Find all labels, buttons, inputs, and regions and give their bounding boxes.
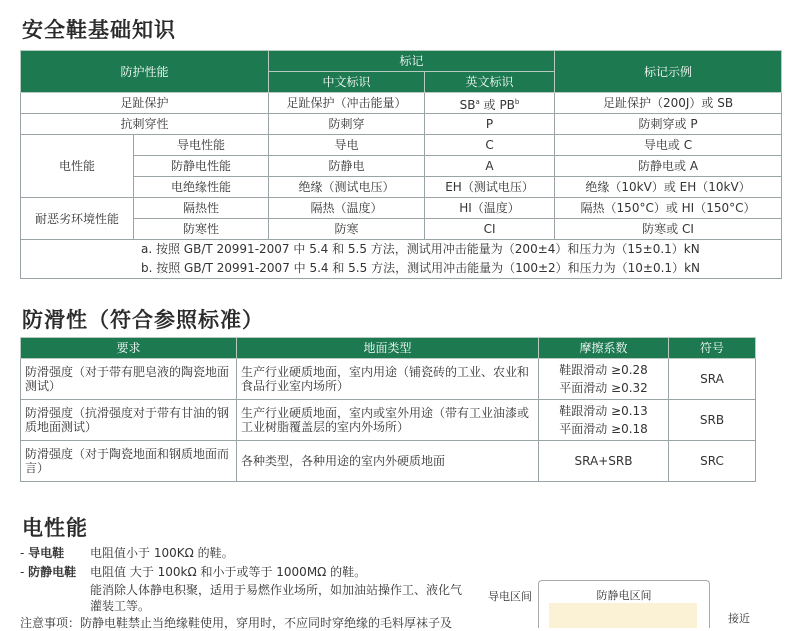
cell-en: EH（测试电压） [425,177,555,198]
cell-example: 防寒或 CI [555,219,782,240]
item-text-cont: 能消除人体静电积聚，适用于易燃作业场所，如加油站操作工、液化气 [90,583,463,597]
friction-flat: 平面滑动 ≥0.18 [559,422,648,436]
section3-title: 电性能 [22,516,88,540]
cell-cn: 绝缘（测试电压） [269,177,425,198]
table-row [21,135,782,156]
section2-title: 防滑性（符合参照标准） [22,308,264,332]
cell-friction [539,359,669,400]
cell-sub: 隔热性 [134,198,269,219]
cell-cn: 导电 [269,135,425,156]
cell-req: 防滑强度（对于陶瓷地面和钢质地面而言） [21,441,237,482]
group-environment: 耐恶劣环境性能 [21,198,134,240]
header-req: 要求 [21,338,237,359]
diagram-box-label: 防静电区间 [596,589,652,602]
cell-cn: 防寒 [269,219,425,240]
table-notes-row [21,240,782,279]
caution-note: 注意事项：防静电鞋禁止当绝缘鞋使用，穿用时，不应同时穿绝缘的毛料厚袜子及 [20,616,453,630]
slip-resistance-table [20,337,756,482]
cell-cn: 足趾保护（冲击能量） [269,93,425,114]
cell-perf: 足趾保护 [21,93,269,114]
cell-friction [539,400,669,441]
cell-req: 防滑强度（抗滑强度对于带有甘油的钢质地面测试） [21,400,237,441]
header-ground: 地面类型 [237,338,539,359]
table-row [21,359,756,400]
table-row [21,441,756,482]
bullet: - [20,546,29,560]
diagram-zone [549,603,697,628]
group-electric: 电性能 [21,135,134,198]
header-symbol: 符号 [669,338,756,359]
table-row [21,177,782,198]
table-row [21,400,756,441]
header-friction: 摩擦系数 [539,338,669,359]
cell-ground: 各种类型，各种用途的室内外硬质地面 [237,441,539,482]
item-text-cont: 灌装工等。 [90,599,151,613]
cell-en: C [425,135,555,156]
note-a: a. 按照 GB/T 20991-2007 中 5.4 和 5.5 方法，测试用冲击能量为（200±4）和压力为（15±0.1）kN [141,242,700,256]
cell-example: 导电或 C [555,135,782,156]
resistance-diagram [538,580,710,628]
header-cn: 中文标识 [269,72,425,93]
cell-example: 防静电或 A [555,156,782,177]
cell-en: CI [425,219,555,240]
item-text: 电阻值 大于 100kΩ 和小于或等于 1000MΩ 的鞋。 [90,565,367,579]
en-code-a: SB [459,97,476,112]
en-code-b: 或 PB [479,97,515,112]
table-row [21,198,782,219]
table-notes [21,240,782,279]
friction-heel: 鞋跟滑动 ≥0.13 [559,404,648,418]
cell-en [425,93,555,114]
footnote-b: b [514,97,520,106]
diagram-left-label: 导电区间 [488,590,532,603]
cell-example: 绝缘（10kV）或 EH（10kV） [555,177,782,198]
friction-heel: 鞋跟滑动 ≥0.28 [559,363,648,377]
cell-ground: 生产行业硬质地面，室内用途（铺瓷砖的工业、农业和食品行业室内场所） [237,359,539,400]
header-marking: 标记 [269,51,555,72]
cell-example: 足趾保护（200J）或 SB [555,93,782,114]
cell-sub: 电绝缘性能 [134,177,269,198]
cell-sub: 防寒性 [134,219,269,240]
cell-symbol: SRA [669,359,756,400]
footnote-a: a [475,97,480,106]
item-text: 电阻值小于 100KΩ 的鞋。 [90,546,234,560]
cell-symbol: SRB [669,400,756,441]
note-b: b. 按照 GB/T 20991-2007 中 5.4 和 5.5 方法，测试用冲击能量为（100±2）和压力为（10±0.1）kN [141,261,700,275]
table-row [21,114,782,135]
cell-en: A [425,156,555,177]
item-antistatic [20,563,76,580]
item-label: 防静电鞋 [28,565,77,579]
bullet: - [20,565,29,579]
section1-title: 安全鞋基础知识 [22,18,176,42]
diagram-right-label: 接近 [728,612,750,625]
header-en: 英文标识 [425,72,555,93]
cell-req: 防滑强度（对于带有肥皂液的陶瓷地面测试） [21,359,237,400]
cell-friction: SRA+SRB [539,441,669,482]
cell-cn: 防刺穿 [269,114,425,135]
cell-example: 隔热（150°C）或 HI（150°C） [555,198,782,219]
cell-symbol: SRC [669,441,756,482]
cell-sub: 防静电性能 [134,156,269,177]
cell-en: P [425,114,555,135]
header-performance: 防护性能 [21,51,269,93]
cell-cn: 防静电 [269,156,425,177]
cell-sub: 导电性能 [134,135,269,156]
item-label: 导电鞋 [28,546,65,560]
cell-example: 防刺穿或 P [555,114,782,135]
table-row [21,93,782,114]
header-example: 标记示例 [555,51,782,93]
safety-marking-table [20,50,782,279]
table-row [21,219,782,240]
friction-flat: 平面滑动 ≥0.32 [559,381,648,395]
cell-ground: 生产行业硬质地面，室内或室外用途（带有工业油漆或工业树脂覆盖层的室内外场所） [237,400,539,441]
cell-cn: 隔热（温度） [269,198,425,219]
cell-perf: 抗刺穿性 [21,114,269,135]
item-conductive [20,544,64,561]
table-row [21,156,782,177]
cell-en: HI（温度） [425,198,555,219]
